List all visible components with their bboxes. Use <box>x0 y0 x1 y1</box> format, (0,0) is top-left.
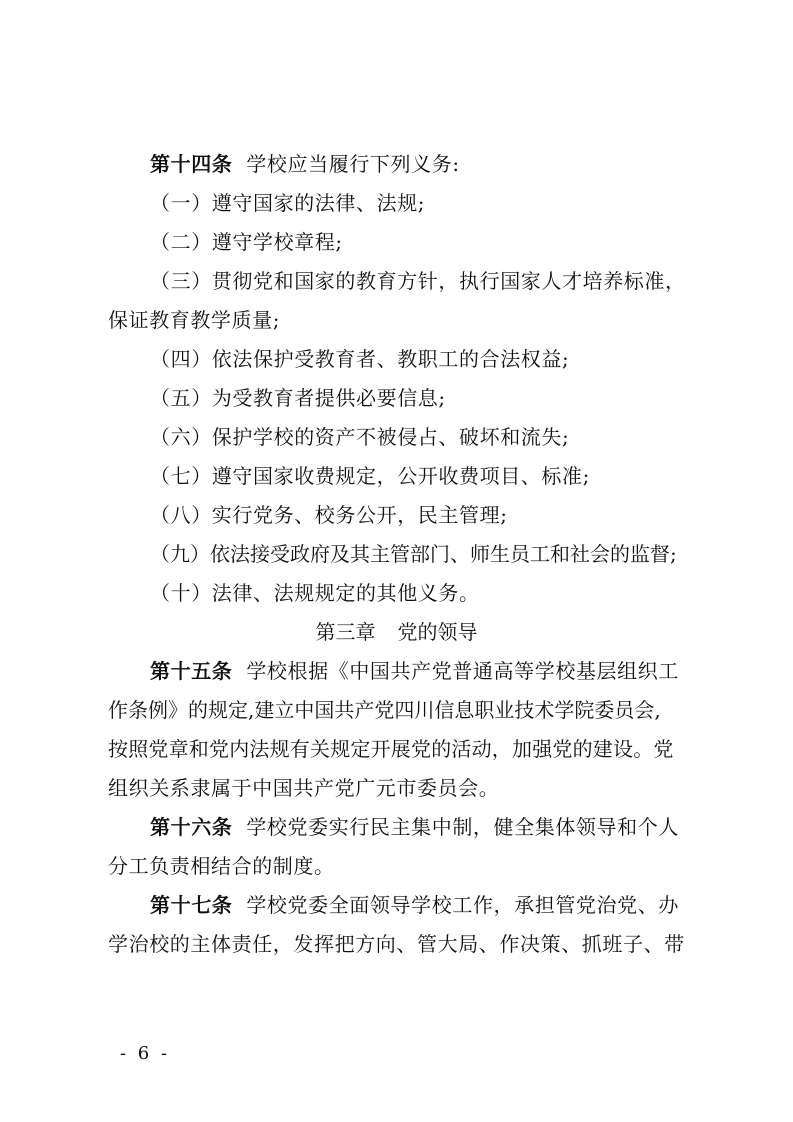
list-item-continuation: 保证教育教学质量; <box>108 308 281 332</box>
list-item: （六）保护学校的资产不被侵占、破坏和流失; <box>150 425 570 449</box>
list-item: （九）依法接受政府及其主管部门、师生员工和社会的监督; <box>150 542 677 566</box>
list-item: （二）遵守学校章程; <box>150 230 343 254</box>
list-item: （一）遵守国家的法律、法规; <box>150 191 426 215</box>
page-number: - 6 - <box>120 1043 171 1064</box>
article-label: 第十六条 <box>150 815 233 839</box>
article-17-line <box>150 893 693 917</box>
chapter-heading <box>0 620 793 644</box>
article-label: 第十五条 <box>150 659 233 683</box>
list-item: （七）遵守国家收费规定，公开收费项目、标准; <box>150 464 590 488</box>
chapter-title: 党的领导 <box>397 620 478 644</box>
article-14-heading <box>150 152 693 176</box>
list-item: （八）实行党务、校务公开，民主管理; <box>150 503 508 527</box>
article-16-line <box>150 815 693 839</box>
article-label: 第十七条 <box>150 893 233 917</box>
article-15-line: 组织关系隶属于中国共产党广元市委员会。 <box>108 776 500 800</box>
article-15-line: 作条例》的规定,建立中国共产党四川信息职业技术学院委员会, <box>108 698 661 722</box>
article-text: 学校党委实行民主集中制，健全集体领导和个人 <box>246 815 679 839</box>
list-item: （三）贯彻党和国家的教育方针，执行国家人才培养标准， <box>150 269 686 293</box>
article-17-line: 学治校的主体责任，发挥把方向、管大局、作决策、抓班子、带 <box>108 932 685 956</box>
article-15-line: 按照党章和党内法规有关规定开展党的活动，加强党的建设。党 <box>108 737 674 761</box>
list-item: （五）为受教育者提供必要信息; <box>150 386 446 410</box>
article-text: 学校党委全面领导学校工作，承担管党治党、办 <box>246 893 679 917</box>
article-text: 学校根据《中国共产党普通高等学校基层组织工 <box>246 659 679 683</box>
article-15-line <box>150 659 693 683</box>
chapter-number: 第三章 <box>315 620 376 644</box>
list-item: （十）法律、法规规定的其他义务。 <box>150 581 480 605</box>
article-label: 第十四条 <box>150 152 233 176</box>
article-text: 学校应当履行下列义务: <box>246 152 460 176</box>
article-16-line: 分工负责相结合的制度。 <box>108 854 335 878</box>
list-item: （四）依法保护受教育者、教职工的合法权益; <box>150 347 570 371</box>
